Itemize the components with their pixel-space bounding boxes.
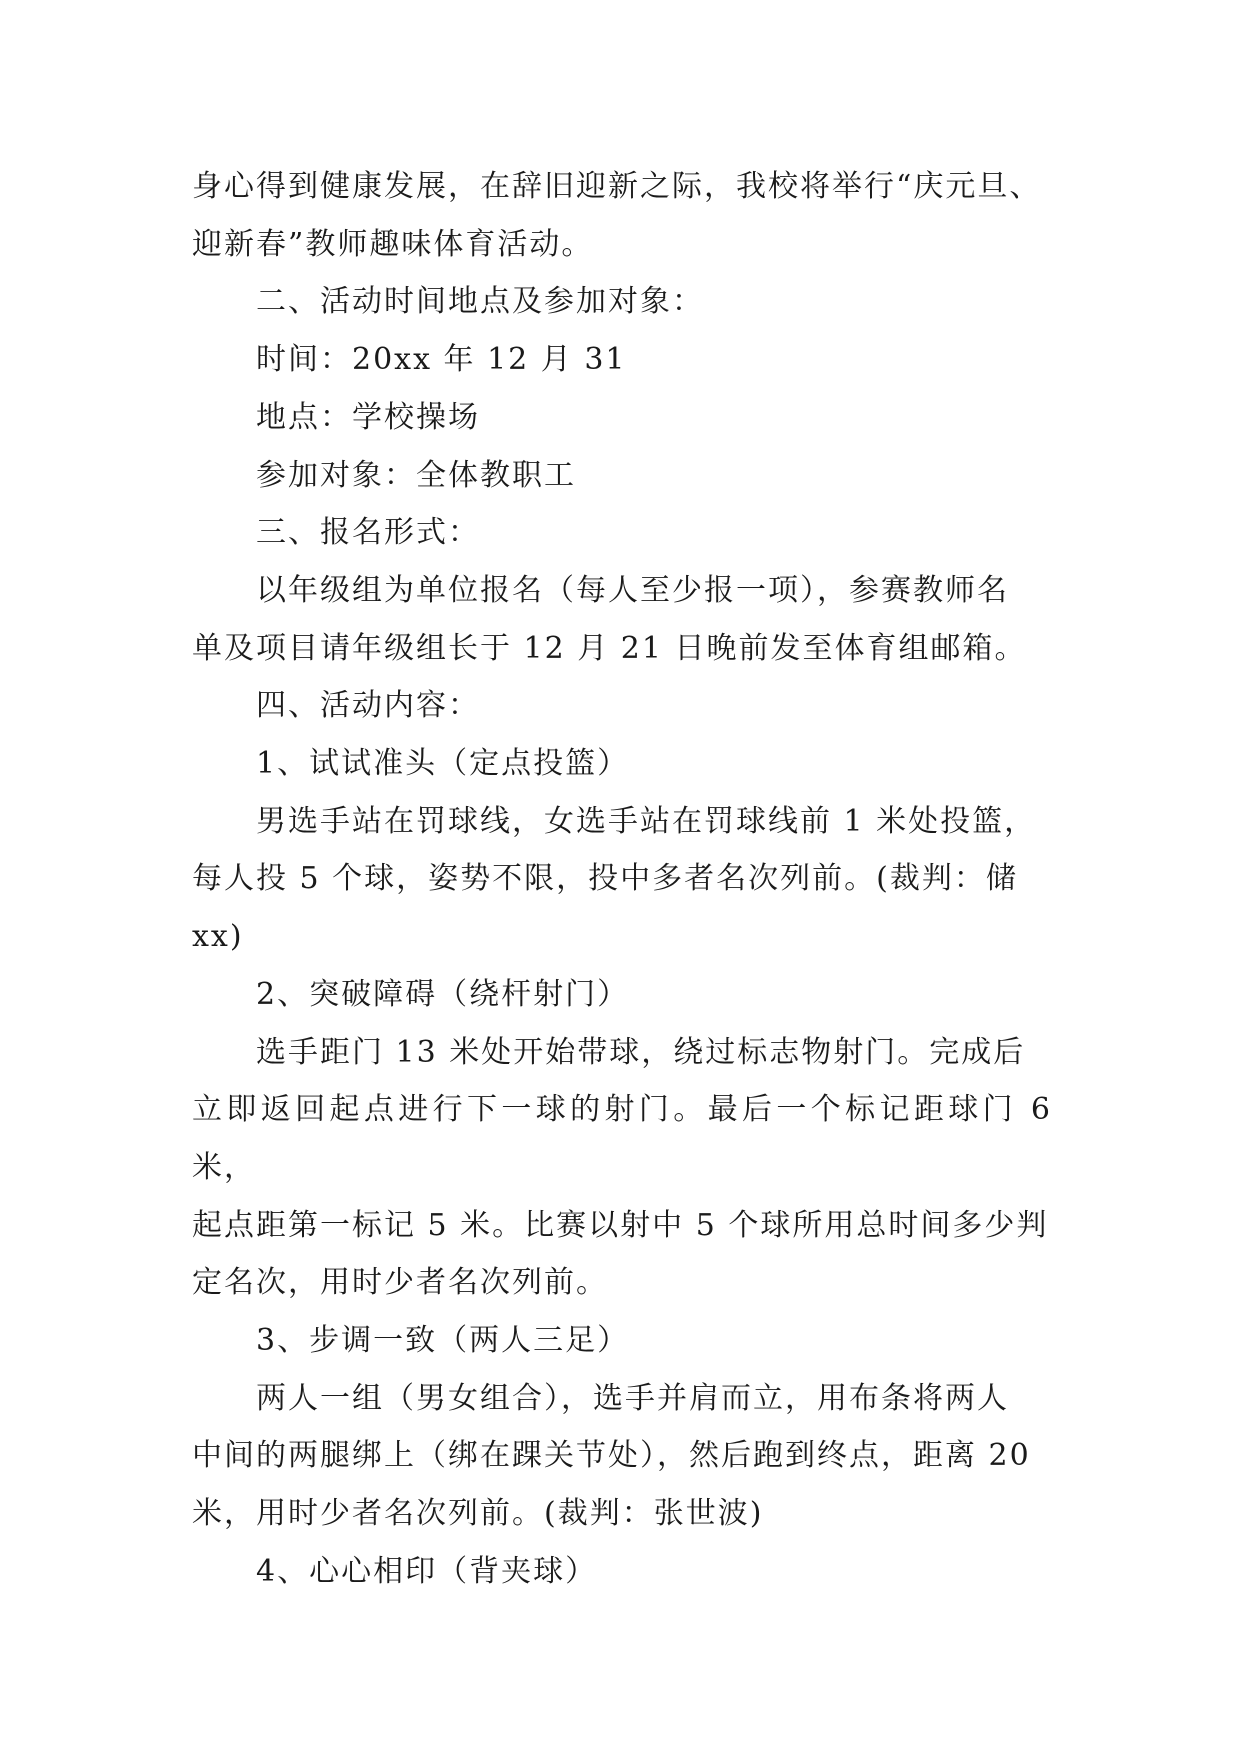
text-line: 以年级组为单位报名（每人至少报一项），参赛教师名 xyxy=(256,572,1009,608)
paragraph xyxy=(192,1370,1052,1543)
paragraph xyxy=(192,793,1052,966)
text-line: 每人投 5 个球，姿势不限，投中多者名次列前。(裁判：储 xyxy=(192,861,1018,897)
text-line: 2、突破障碍（绕杆射门） xyxy=(256,976,630,1012)
text-line: 中间的两腿绑上（绑在踝关节处），然后跑到终点，距离 20 xyxy=(192,1438,1031,1474)
text-line: 地点：学校操场 xyxy=(256,399,480,435)
text-line: 男选手站在罚球线，女选手站在罚球线前 1 米处投篮， xyxy=(256,803,1037,839)
text-line: 迎新春”教师趣味体育活动。 xyxy=(192,226,594,262)
text-line: 米，用时少者名次列前。(裁判：张世波) xyxy=(192,1496,764,1532)
text-line: 起点距第一标记 5 米。比赛以射中 5 个球所用总时间多少判 xyxy=(192,1207,1049,1243)
text-line: 时间：20xx 年 12 月 31 xyxy=(256,342,627,378)
text-line: 参加对象：全体教职工 xyxy=(256,457,576,493)
paragraph xyxy=(192,273,1052,331)
text-line: 四、活动内容： xyxy=(256,688,480,724)
text-line: 选手距门 13 米处开始带球，绕过标志物射门。完成后 xyxy=(256,1034,1026,1070)
text-line: 4、心心相印（背夹球） xyxy=(256,1553,598,1589)
document-body xyxy=(192,158,1052,1601)
paragraph xyxy=(192,677,1052,735)
paragraph xyxy=(192,735,1052,793)
paragraph xyxy=(192,562,1052,677)
paragraph xyxy=(192,447,1052,505)
paragraph xyxy=(192,966,1052,1024)
text-line: 单及项目请年级组长于 12 月 21 日晚前发至体育组邮箱。 xyxy=(192,630,1027,666)
paragraph xyxy=(192,158,1052,273)
paragraph xyxy=(192,389,1052,447)
paragraph xyxy=(192,1543,1052,1601)
paragraph xyxy=(192,504,1052,562)
text-line: 3、步调一致（两人三足） xyxy=(256,1323,630,1359)
text-line: 定名次，用时少者名次列前。 xyxy=(192,1265,608,1301)
text-line: xx) xyxy=(192,919,244,955)
text-line: 两人一组（男女组合），选手并肩而立，用布条将两人 xyxy=(256,1380,1009,1416)
paragraph xyxy=(192,1024,1052,1313)
text-line: 1、试试准头（定点投篮） xyxy=(256,746,630,782)
text-line: 立即返回起点进行下一球的射门。最后一个标记距球门 6 米， xyxy=(192,1092,1052,1185)
text-line: 身心得到健康发展，在辞旧迎新之际，我校将举行“庆元旦、 xyxy=(192,169,1042,204)
text-line: 三、报名形式： xyxy=(256,515,480,551)
paragraph xyxy=(192,1312,1052,1370)
paragraph xyxy=(192,331,1052,389)
text-line: 二、活动时间地点及参加对象： xyxy=(256,284,704,320)
